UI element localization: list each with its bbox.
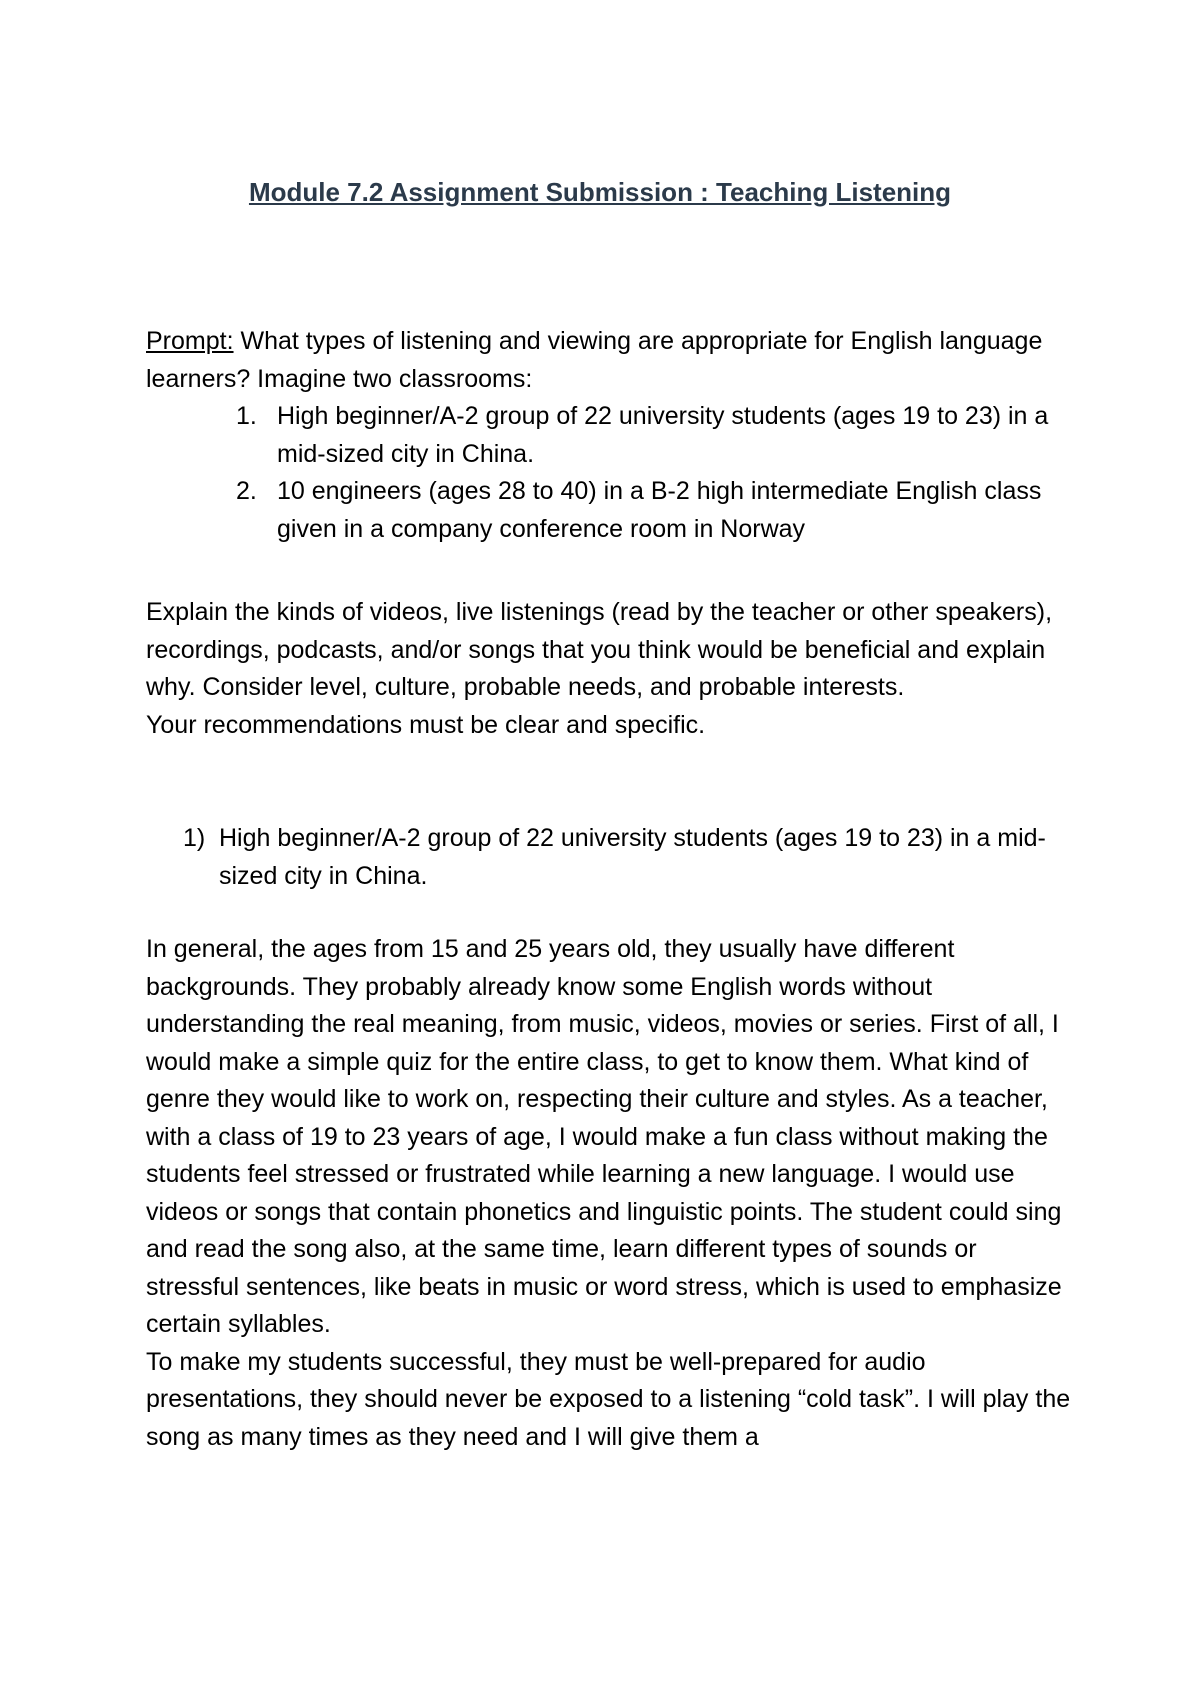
list-item	[146, 473, 1076, 548]
section-heading-1	[146, 820, 1076, 895]
section-text: High beginner/A-2 group of 22 university students (ages 19 to 23) in a mid-sized city in China.	[219, 824, 1046, 890]
prompt-paragraph	[146, 323, 1076, 398]
list-item	[146, 398, 1076, 473]
list-item-text: High beginner/A-2 group of 22 university students (ages 19 to 23) in a mid-sized city in China.	[277, 402, 1049, 468]
classroom-list	[146, 398, 1076, 548]
list-item-text: 10 engineers (ages 28 to 40) in a B-2 high intermediate English class given in a company conference room in Norway	[277, 477, 1042, 543]
list-item-number: 1.	[236, 402, 257, 430]
instructions-block	[146, 594, 1076, 744]
section-number: 1)	[183, 824, 206, 852]
prompt-label: Prompt:	[146, 327, 234, 355]
document-title: Module 7.2 Assignment Submission : Teaching Listening	[248, 177, 952, 207]
answer-block	[146, 931, 1076, 1456]
list-item-number: 2.	[236, 477, 257, 505]
answer-paragraph-1: In general, the ages from 15 and 25 years old, they usually have different backgrounds. They probably already know some English words without understanding the real meaning, from music, videos, movies or series. First of all, I would make a simple quiz for the entire class, to get to know them. What kind of genre they would like to work on, respecting their culture and styles. As a teacher, with a class of 19 to 23 years of age, I would make a fun class without making the students feel stressed or frustrated while learning a new language. I would use videos or songs that contain phonetics and linguistic points. The student could sing and read the song also, at the same time, learn different types of sounds or stressful sentences, like beats in music or word stress, which is used to emphasize certain syllables.	[146, 935, 1062, 1338]
instructions-requirement: Your recommendations must be clear and specific.	[146, 710, 706, 739]
prompt-block	[146, 323, 1076, 548]
prompt-text: What types of listening and viewing are appropriate for English language learners? Imagine two classrooms:	[146, 327, 1043, 393]
instructions-paragraph: Explain the kinds of videos, live listenings (read by the teacher or other speakers), recordings, podcasts, and/or songs that you think would be beneficial and explain why. Consider level, culture, probable needs, and probable interests.	[146, 598, 1053, 701]
answer-paragraph-2: To make my students successful, they must be well-prepared for audio presentations, they should never be exposed to a listening “cold task”. I will play the song as many times as they need and I will give them a	[146, 1347, 1071, 1451]
